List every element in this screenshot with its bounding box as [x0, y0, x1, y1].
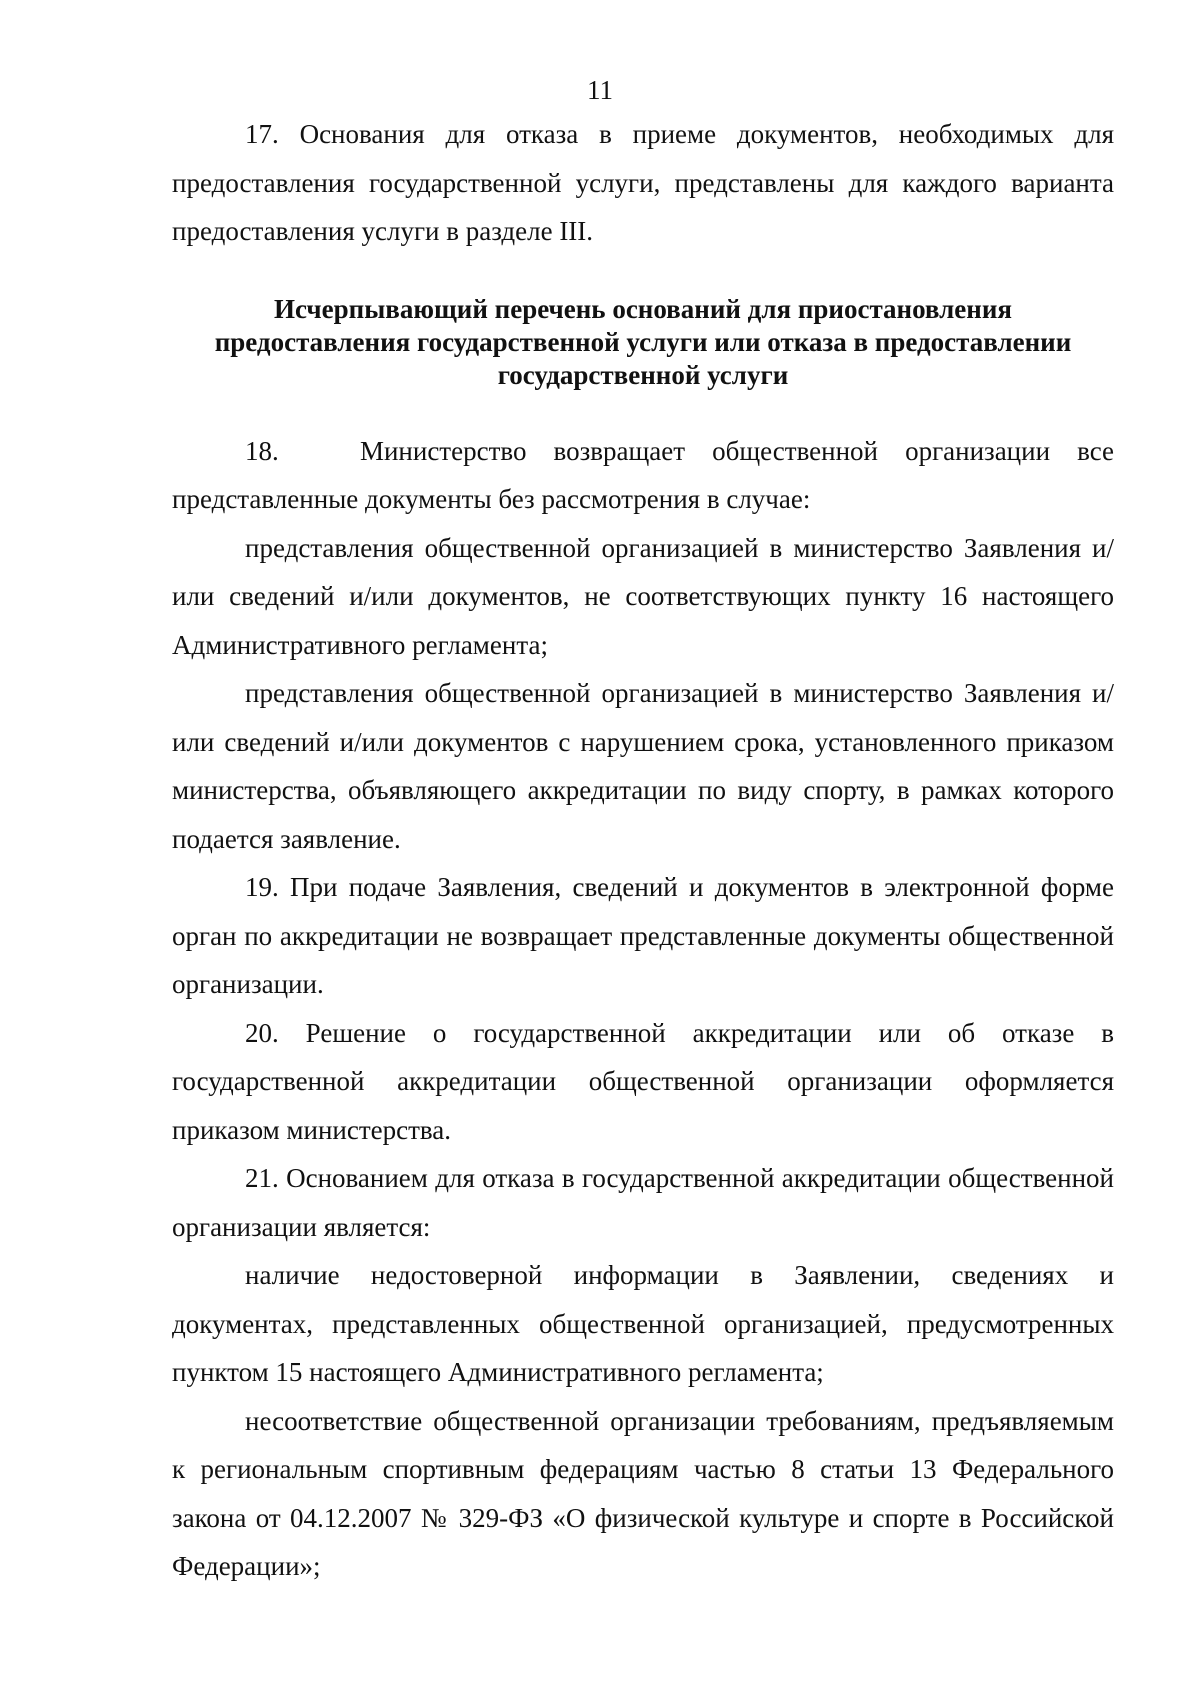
paragraph-21-item-2: несоответствие общественной организации требованиям, предъявляемым к региональным спортивным федерациям частью 8 статьи 13 Федерального закона от 04.12.2007 № 329-ФЗ «О физической культуре и спорте в Российской Федерации»;	[172, 1405, 1114, 1581]
paragraph-19: 19. При подаче Заявления, сведений и документов в электронной форме орган по аккредитации не возвращает представленные документы общественной организации.	[172, 872, 1114, 999]
section-heading	[172, 293, 1114, 392]
paragraph-18-item-2: представления общественной организацией в министерство Заявления и/или сведений и/или документов с нарушением срока, установленного приказом министерства, объявляющего аккредитации по виду спорту, в рамках которого подается заявление.	[172, 678, 1114, 854]
document-body	[172, 110, 1121, 1591]
paragraph-18-item-1: представления общественной организацией в министерство Заявления и/или сведений и/или документов, не соответствующих пункту 16 настоящего Административного регламента;	[172, 532, 1114, 660]
paragraph-18: 18. Министерство возвращает общественной организации все представленные документы без рассмотрения в случае:	[172, 435, 1121, 514]
section-heading-line-2: предоставления государственной услуги или отказа в предоставлении	[214, 326, 1072, 357]
section-heading-line-1: Исчерпывающий перечень оснований для приостановления	[273, 293, 1013, 324]
page-number: 11	[587, 75, 613, 105]
paragraph-17: 17. Основания для отказа в приеме документов, необходимых для предоставления государственной услуги, представлены для каждого варианта предоставления услуги в разделе III.	[172, 119, 1114, 246]
section-heading-line-3: государственной услуги	[497, 359, 789, 390]
paragraph-21-item-1: наличие недостоверной информации в Заявлении, сведениях и документах, представленных общественной организацией, предусмотренных пунктом 15 настоящего Административного регламента;	[172, 1260, 1114, 1387]
paragraph-21: 21. Основанием для отказа в государственной аккредитации общественной организации является:	[172, 1163, 1114, 1242]
paragraph-20: 20. Решение о государственной аккредитации или об отказе в государственной аккредитации общественной организации оформляется приказом министерства.	[172, 1017, 1114, 1145]
